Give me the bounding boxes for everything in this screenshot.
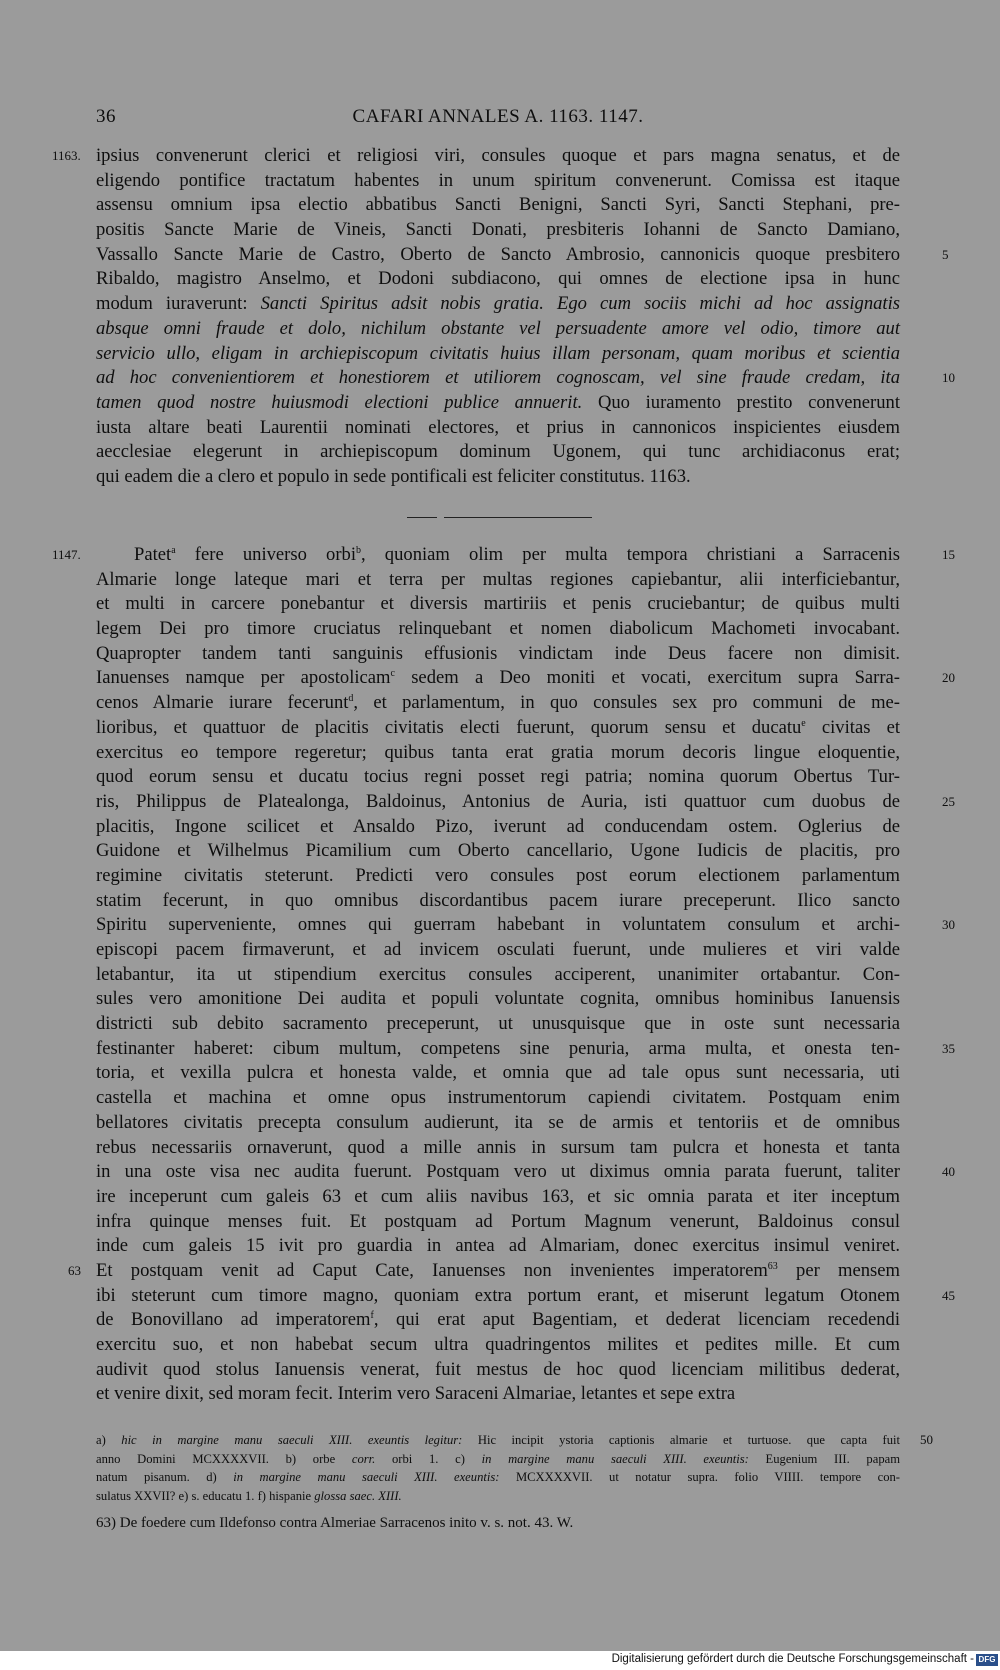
- footnote-marker: 63: [767, 1260, 778, 1272]
- line-number: 35: [942, 1040, 955, 1056]
- text-line: [96, 642, 900, 667]
- italic-text: glossa saec. XIII.: [314, 1488, 402, 1503]
- section-1163: [52, 144, 955, 490]
- text-line: [96, 243, 949, 268]
- text-run: qui eadem die a clero et populo in sede pontificali est feliciter constitutus. 1163.: [96, 465, 691, 487]
- text-line: [96, 1086, 900, 1111]
- text-run: civitas et: [805, 716, 900, 738]
- text-run: ibi steterunt cum timore magno, quoniam extra portum erant, et miserunt legatum Otonem: [96, 1284, 900, 1306]
- footer-bar: [0, 1651, 1000, 1670]
- text-run: iusta altare beati Laurentii nominati electores, et prius in cannonicos inspicientes eiusdem: [96, 416, 900, 438]
- text-run: bellatores civitatis precepta consulum audierunt, ita se de armis et tentoriis et de omnibus: [96, 1111, 900, 1133]
- text-line: [96, 1382, 900, 1407]
- text-line: [96, 465, 900, 490]
- footnote-marker: f: [370, 1310, 374, 1322]
- text-line: [96, 366, 955, 391]
- text-run: sedem a Deo moniti et vocati, exercitum supra Sarra-: [394, 667, 900, 689]
- text-run: , qui erat aput Bagentiam, et dederat licenciam recedendi: [373, 1309, 900, 1331]
- text-run: Eugenium III. papam: [748, 1451, 900, 1466]
- text-line: [96, 1234, 900, 1259]
- italic-text: ad hoc convenientiorem et honestiorem et utiliorem cognoscam, vel sine fraude credam, ita: [96, 367, 900, 389]
- text-line: [52, 543, 955, 568]
- footnote-marker: e: [801, 717, 806, 729]
- text-run: Almarie longe lateque mari et terra per multas regiones capiebantur, alii interficiebantur,: [96, 568, 900, 590]
- text-run: inde cum galeis 15 ivit pro guardia in antea ad Almariam, donec exercitus insimul veniret.: [96, 1235, 900, 1257]
- line-number: 25: [942, 793, 955, 809]
- text-line: [96, 617, 900, 642]
- text-run: exercitus eo tempore regeretur; quibus tanta erat gratia morum decoris lingue eloquentie,: [96, 741, 900, 763]
- italic-text: absque omni fraude et dolo, nichilum obstante vel persuadente amore vel odio, timore aut: [96, 317, 900, 339]
- text-run: modum iuraverunt:: [96, 293, 261, 315]
- line-number: 20: [942, 670, 955, 686]
- text-run: Guidone et Wilhelmus Picamilium cum Oberto cancellario, Ugone Iudicis de placitis, pro: [96, 840, 900, 862]
- text-run: natum pisanum. d): [96, 1470, 234, 1484]
- text-run: , quoniam olim per multa tempora christiani a Sarracenis: [361, 544, 900, 565]
- text-run: Vassallo Sancte Marie de Castro, Oberto de Sancto Ambrosio, cannonicis quoque presbitero: [96, 243, 900, 265]
- text-run: episcopi pacem firmaverunt, et ad invicem osculati fuerunt, unde mulieres et viri valde: [96, 939, 900, 960]
- italic-text: hic in margine manu saeculi XIII. exeuntis legitur:: [121, 1433, 463, 1447]
- text-line: [96, 938, 900, 963]
- text-line: [96, 864, 900, 889]
- text-run: Quapropter tandem tanti sanguinis effusionis vindictam inde Deus facere non dimisit.: [96, 642, 900, 664]
- text-line: [96, 913, 955, 938]
- section-divider-short: [407, 517, 437, 518]
- text-run: et venire dixit, sed moram fecit. Interim vero Saraceni Almariae, letantes et sepe extra: [96, 1383, 736, 1405]
- line-number: 50: [920, 1432, 933, 1447]
- text-line: [96, 691, 900, 716]
- text-run: fere universo orbi: [175, 544, 356, 565]
- text-line: [96, 592, 900, 617]
- italic-text: corr.: [351, 1451, 376, 1466]
- footnote-line: [96, 1487, 900, 1506]
- text-run: MCXXXXVII. ut notatur supra. folio VIIII. tempore con-: [499, 1470, 900, 1484]
- year-marker: 1147.: [52, 547, 81, 562]
- text-run: audivit quod stolus Ianuensis venerat, fuit mestus de hoc quod licenciam militibus dederat,: [96, 1358, 900, 1380]
- italic-text: servicio ullo, eligam in archiepiscopum civitatis huius illam personam, quam moribus et scientia: [96, 342, 900, 364]
- text-run: Ianuenses namque per apostolicam: [96, 667, 391, 689]
- text-line: [96, 193, 900, 218]
- text-run: placitis, Ingone scilicet et Ansaldo Pizo, iverunt ad conducendam ostem. Oglerius de: [96, 815, 900, 837]
- text-run: Et postquam venit ad Caput Cate, Ianuenses non invenientes imperatorem: [96, 1259, 768, 1281]
- text-line: [96, 1333, 900, 1358]
- text-line: [96, 963, 900, 988]
- footnote-line: [96, 1468, 900, 1487]
- page-number: 36: [96, 106, 116, 127]
- section-1147: [52, 543, 955, 1407]
- text-line: [96, 169, 900, 194]
- text-run: toria, et vexilla pulcra et honesta valde, et omnia que ad tale opus sunt necessaria, uti: [96, 1062, 900, 1084]
- text-run: rebus necessariis ornaverunt, quod a mille annis in sursum tam pulcra et honesta et tanta: [96, 1136, 900, 1158]
- line-number: 40: [942, 1164, 955, 1180]
- line-number: 15: [942, 547, 955, 562]
- text-run: castella et machina et omne opus instrumentorum capiendi civitatem. Postquam enim: [96, 1087, 900, 1109]
- text-run: districti sub debito sacramento preceperunt, ut unusquisque que in oste sunt necessaria: [96, 1013, 900, 1035]
- text-run: cenos Almarie iurare fecerunt: [96, 692, 349, 714]
- text-run: eligendo pontifice tractatum habentes in unum spiritum convenerunt. Comissa est itaque: [96, 169, 900, 191]
- dfg-logo: DFG: [976, 1654, 998, 1666]
- text-line: [96, 218, 900, 243]
- text-run: Hic incipit ystoria captionis almarie et turtuose. que capta fuit: [462, 1433, 900, 1447]
- italic-text: in margine manu saeculi XIII. exeuntis:: [233, 1470, 500, 1484]
- text-line: [96, 1210, 900, 1235]
- text-run: per mensem: [777, 1259, 900, 1281]
- text-run: ris, Philippus de Platealonga, Baldoinus, Antonius de Auria, isti quattuor cum duobus de: [96, 790, 900, 812]
- text-line: [96, 889, 900, 914]
- footer-credit: Digitalisierung gefördert durch die Deutsche Forschungsgemeinschaft -: [611, 1653, 974, 1665]
- text-line: [96, 1308, 900, 1333]
- text-line: [96, 1136, 900, 1161]
- text-run: a): [96, 1433, 122, 1447]
- text-line: [96, 765, 900, 790]
- text-line: [96, 716, 900, 741]
- footnote-marker: b: [356, 545, 361, 556]
- text-run: ire inceperunt cum galeis 63 et cum aliis navibus 163, et sic omnia parata et iter inceptum: [96, 1185, 900, 1207]
- text-line: [52, 144, 900, 169]
- text-run: orbi 1. c): [375, 1451, 482, 1466]
- text-line: [96, 292, 900, 317]
- text-run: sules vero amonitione Dei audita et populi voluntate cognita, omnibus hominibus Ianuensis: [96, 988, 900, 1010]
- text-line: [96, 839, 900, 864]
- text-line: [96, 317, 900, 342]
- text-line: [96, 1012, 900, 1037]
- text-line: [96, 1284, 955, 1309]
- text-line: [96, 342, 900, 367]
- text-run: ipsius convenerunt clerici et religiosi viri, consules quoque et pars magna senatus, et de: [96, 145, 900, 166]
- text-run: regimine civitatis steterunt. Predicti vero consules post eorum electionem parlamentum: [96, 864, 900, 886]
- text-run: exercitu suo, et non habebat secum ultra quadringentos milites et pedites mille. Et cum: [96, 1334, 900, 1355]
- text-run: anno Domini MCXXXXVII. b) orbe: [96, 1451, 352, 1466]
- text-line: [68, 1259, 900, 1284]
- text-line: [96, 666, 955, 691]
- footnote-marker: a: [171, 545, 176, 556]
- text-run: festinanter haberet: cibum multum, competens sine penuria, arma multa, et onesta ten-: [96, 1037, 900, 1059]
- year-marker: 1163.: [52, 148, 81, 163]
- text-line: [96, 440, 900, 465]
- footnote-marker: c: [390, 668, 395, 680]
- text-run: de Bonovillano ad imperatorem: [96, 1309, 371, 1331]
- text-line: [96, 1037, 955, 1062]
- text-run: letabantur, ita ut stipendium exercitus consules acciperent, unanimiter ortabantur. Con-: [96, 963, 900, 985]
- text-run: Spiritu superveniente, omnes qui guerram habebant in voluntatem consulum et archi-: [96, 914, 900, 936]
- text-run: legem Dei pro timore cruciatus relinquebant et nomen diabolicum Machometi invocabant.: [96, 618, 900, 640]
- text-line: [96, 391, 900, 416]
- text-run: infra quinque menses fuit. Et postquam ad Portum Magnum venerunt, Baldoinus consul: [96, 1210, 900, 1232]
- italic-text: in margine manu saeculi XIII. exeuntis:: [481, 1451, 749, 1466]
- text-line: [96, 1185, 900, 1210]
- text-run: sulatus XXVII? e) s. educatu 1. f) hispanie: [96, 1488, 315, 1503]
- text-run: statim fecerunt, in quo omnibus discordantibus pacem iurare preceperunt. Ilico sancto: [96, 889, 900, 911]
- running-title: CAFARI ANNALES A. 1163. 1147.: [352, 106, 644, 127]
- text-line: [96, 815, 900, 840]
- text-line: [96, 416, 900, 441]
- line-number: 30: [942, 917, 955, 933]
- footnote-marker: d: [348, 693, 354, 705]
- text-line: [96, 1358, 900, 1383]
- text-line: [96, 790, 955, 815]
- text-line: [96, 741, 900, 766]
- text-line: [96, 1111, 900, 1136]
- line-number: 5: [942, 246, 949, 262]
- text-run: Quo iuramento prestito convenerunt: [582, 391, 900, 413]
- text-run: quod eorum sensu et ducatu tocius regni posset regi patria; nomina quorum Obertus Tur-: [96, 766, 900, 788]
- footnotes: [96, 1431, 933, 1505]
- footnote-line: [96, 1450, 900, 1469]
- text-run: lioribus, et quattuor de placitis civitatis electi fuerunt, quorum sensu et ducatu: [96, 716, 802, 738]
- left-margin-note: 63: [68, 1262, 81, 1278]
- section-divider-long: [444, 517, 592, 518]
- running-header: [96, 106, 900, 136]
- text-run: , et parlamentum, in quo consules sex pro communi de me-: [353, 692, 900, 714]
- text-line: [96, 1061, 900, 1086]
- footnote-63: 63) De foedere cum Ildefonso contra Almeriae Sarracenos inito v. s. not. 43. W.: [96, 1515, 574, 1531]
- text-line: [96, 987, 900, 1012]
- italic-text: Sancti Spiritus adsit nobis gratia. Ego cum sociis michi ad hoc assignatis: [260, 293, 900, 315]
- text-run: in una oste visa nec audita fuerunt. Postquam vero ut diximus omnia parata fuerunt, taliter: [96, 1161, 900, 1183]
- italic-text: tamen quod nostre huiusmodi electioni publice annuerit.: [96, 391, 583, 413]
- text-run: et multi in carcere ponebantur et diversis martiriis et penis cruciebantur; de quibus multi: [96, 593, 900, 615]
- text-line: [96, 1160, 955, 1185]
- text-run: Patet: [134, 544, 172, 565]
- text-line: [96, 267, 900, 292]
- line-number: 10: [942, 370, 955, 386]
- text-run: Ribaldo, magistro Anselmo, et Dodoni subdiacono, qui omnes de electione ipsa in hunc: [96, 268, 900, 290]
- text-run: aecclesiae elegerunt in archiepiscopum dominum Ugonem, qui tunc archidiaconus erat;: [96, 441, 900, 463]
- text-run: assensu omnium ipsa electio abbatibus Sancti Benigni, Sancti Syri, Sancti Stephani, pre-: [96, 194, 900, 216]
- footnote-line: [96, 1431, 933, 1450]
- text-line: [96, 568, 900, 593]
- line-number: 45: [942, 1287, 955, 1303]
- text-run: positis Sancte Marie de Vineis, Sancti Donati, presbiteris Iohanni de Sancto Damiano,: [96, 219, 900, 241]
